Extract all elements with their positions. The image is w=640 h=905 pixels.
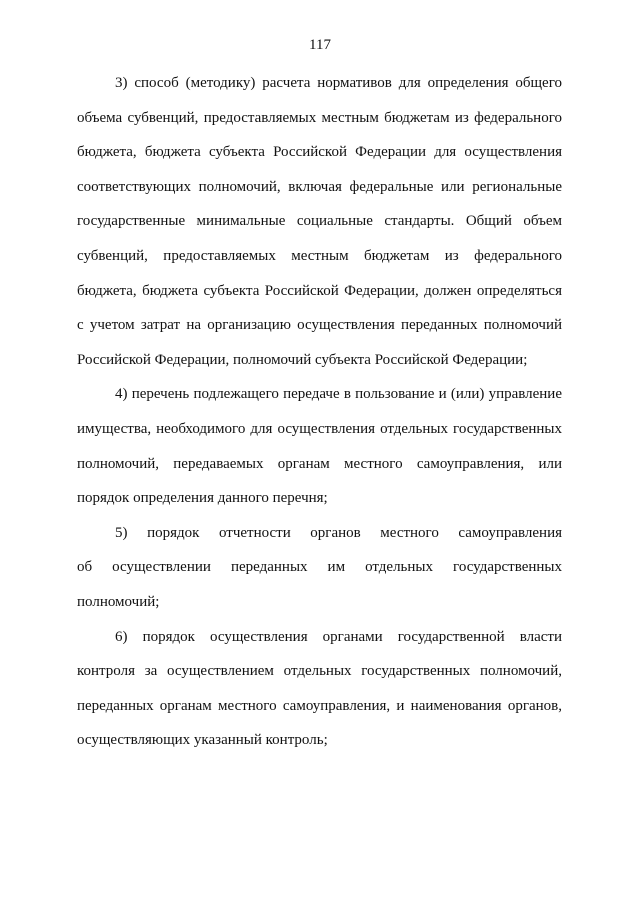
- text-line: контроля за осуществлением отдельных государственных полномочий,: [77, 663, 562, 680]
- text-line: 5) порядок отчетности органов местного самоуправления: [115, 524, 562, 541]
- text-line: имущества, необходимого для осуществления отдельных государственных: [77, 420, 562, 437]
- text-line: 4) перечень подлежащего передаче в пользование и (или) управление: [115, 386, 562, 403]
- text-line: бюджета, бюджета субъекта Российской Федерации, должен определяться: [77, 282, 562, 299]
- document-body: [77, 66, 562, 758]
- text-line: осуществляющих указанный контроль;: [77, 732, 328, 749]
- text-line: порядок определения данного перечня;: [77, 490, 328, 507]
- text-line: государственные минимальные социальные стандарты. Общий объем: [77, 213, 562, 230]
- text-line: соответствующих полномочий, включая федеральные или региональные: [77, 178, 562, 195]
- paragraph-item-5: [77, 516, 562, 620]
- text-line: полномочий;: [77, 593, 160, 610]
- text-line: 6) порядок осуществления органами государственной власти: [115, 628, 562, 645]
- text-line: субвенций, предоставляемых местным бюджетам из федерального: [77, 247, 562, 264]
- text-line: объема субвенций, предоставляемых местным бюджетам из федерального: [77, 109, 562, 126]
- text-line: с учетом затрат на организацию осуществления переданных полномочий: [77, 317, 562, 334]
- paragraph-item-3: [77, 66, 562, 377]
- text-line: Российской Федерации, полномочий субъекта Российской Федерации;: [77, 351, 528, 368]
- page-number: 117: [309, 37, 331, 53]
- text-line: переданных органам местного самоуправления, и наименования органов,: [77, 697, 562, 714]
- text-line: об осуществлении переданных им отдельных государственных: [77, 559, 562, 576]
- text-line: 3) способ (методику) расчета нормативов для определения общего: [115, 75, 562, 91]
- paragraph-item-6: [77, 620, 562, 758]
- text-line: бюджета, бюджета субъекта Российской Федерации для осуществления: [77, 144, 562, 161]
- paragraph-item-4: [77, 377, 562, 515]
- text-line: полномочий, передаваемых органам местного самоуправления, или: [77, 455, 562, 472]
